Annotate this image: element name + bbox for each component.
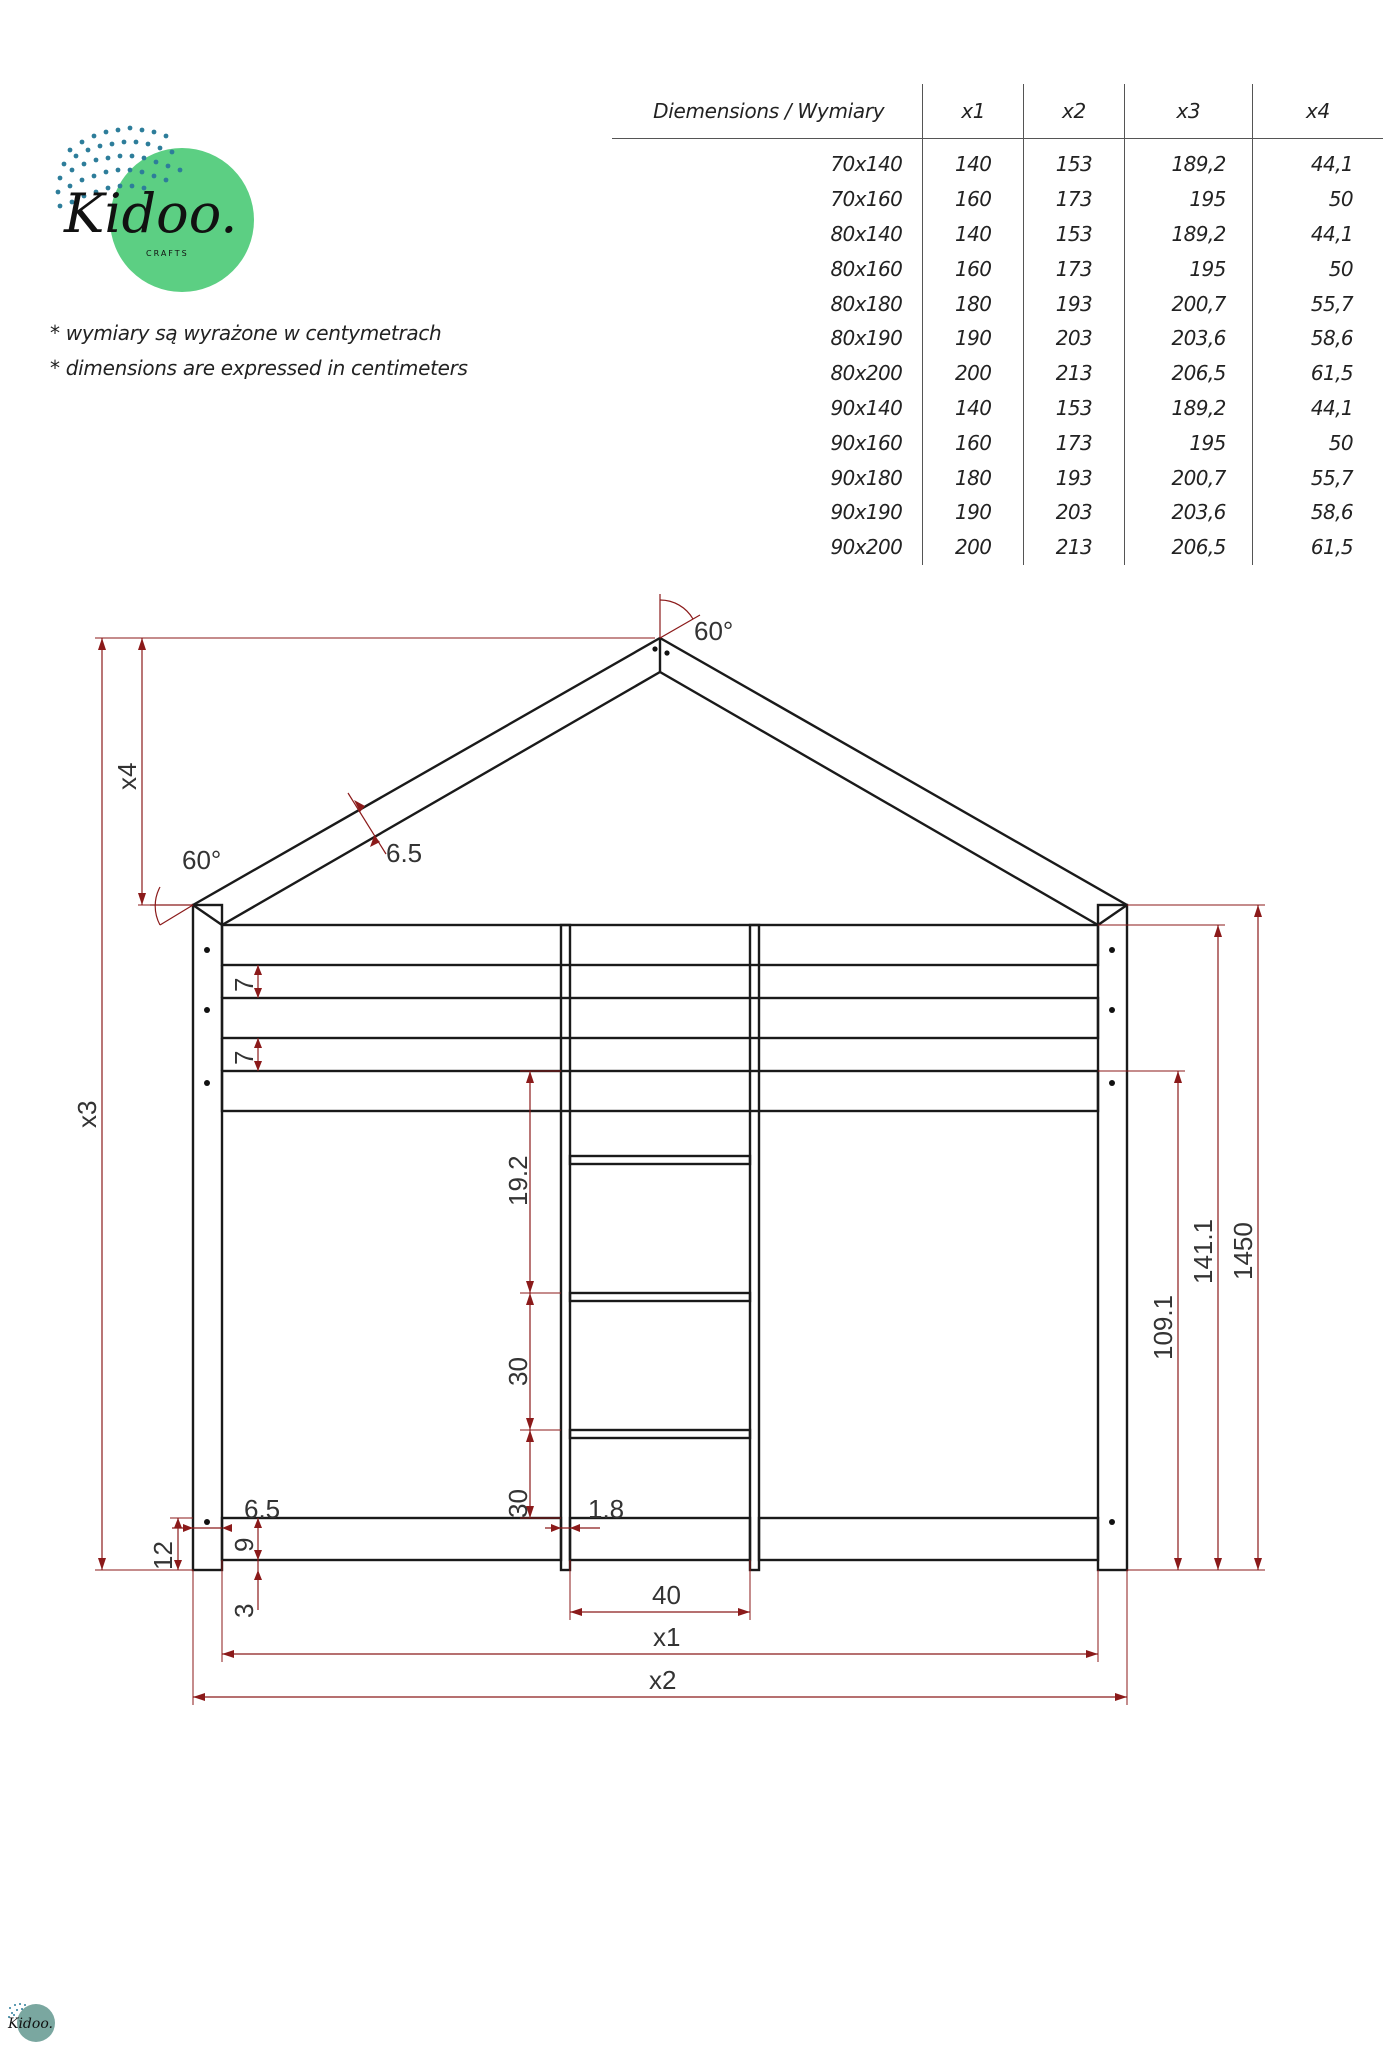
cell-size: 90x200 (830, 535, 903, 560)
cell-x2: 203 (1024, 495, 1125, 530)
cell-x3: 206,5 (1124, 530, 1252, 565)
label-ladder-top: 19.2 (503, 1155, 533, 1206)
cell-x1: 160 (923, 425, 1024, 460)
cell-size: 70x140 (830, 152, 903, 177)
header-x1: x1 (923, 84, 1024, 139)
cell-x4: 55,7 (1252, 286, 1383, 321)
cell-size: 90x160 (830, 430, 903, 455)
cell-x2: 173 (1024, 251, 1125, 286)
label-x4: x4 (112, 762, 142, 790)
cell-x4: 61,5 (1252, 356, 1383, 391)
cell-x3: 189,2 (1124, 139, 1252, 182)
cell-x4: 55,7 (1252, 460, 1383, 495)
cell-x3: 203,6 (1124, 495, 1252, 530)
dimensions (95, 594, 1265, 1705)
label-ladder-width: 40 (652, 1580, 681, 1610)
cell-size: 70x160 (830, 187, 903, 212)
label-bottom-9: 9 (229, 1537, 259, 1552)
cell-size: 80x140 (830, 221, 903, 246)
cell-x4: 50 (1252, 251, 1383, 286)
cell-size: 80x160 (830, 256, 903, 281)
cell-x1: 160 (923, 182, 1024, 217)
ladder (561, 925, 759, 1570)
label-ladder-bottom: 30 (503, 1489, 533, 1518)
label-roof-thickness: 6.5 (386, 838, 423, 868)
label-angle-top: 60° (694, 616, 734, 646)
cell-x2: 153 (1024, 391, 1125, 426)
cell-x1: 180 (923, 286, 1024, 321)
label-angle-left: 60° (182, 845, 222, 875)
label-h-141: 141.1 (1188, 1218, 1218, 1284)
roof (193, 638, 1127, 925)
note-polish: * wymiary są wyrażone w centymetrach (50, 321, 442, 345)
cell-x1: 140 (923, 217, 1024, 252)
cell-x2: 213 (1024, 530, 1125, 565)
cell-x1: 200 (923, 356, 1024, 391)
cell-size: 80x180 (830, 291, 903, 316)
label-h-1450: 1450 (1228, 1222, 1258, 1280)
top-slats (222, 925, 1098, 1111)
cell-x2: 193 (1024, 286, 1125, 321)
header-x4: x4 (1252, 84, 1383, 139)
cell-x4: 58,6 (1252, 495, 1383, 530)
cell-x2: 173 (1024, 425, 1125, 460)
logo-wordmark: Kidoo. (64, 182, 238, 245)
cell-x3: 206,5 (1124, 356, 1252, 391)
cell-x3: 189,2 (1124, 217, 1252, 252)
cell-x2: 153 (1024, 217, 1125, 252)
cell-x4: 44,1 (1252, 391, 1383, 426)
label-post-width: 6.5 (244, 1494, 281, 1524)
label-bottom-3: 3 (229, 1603, 259, 1618)
label-x1: x1 (653, 1622, 681, 1652)
cell-size: 90x190 (830, 500, 903, 525)
label-x2: x2 (649, 1665, 677, 1695)
cell-x1: 190 (923, 321, 1024, 356)
cell-x2: 173 (1024, 182, 1125, 217)
label-x3: x3 (72, 1100, 102, 1128)
cell-x1: 140 (923, 139, 1024, 182)
label-ladder-mid: 30 (503, 1357, 533, 1386)
cell-x1: 140 (923, 391, 1024, 426)
label-slat-gap-2: 7 (229, 1050, 259, 1065)
header-x3: x3 (1124, 84, 1252, 139)
logo-small-wordmark: Kidoo. (8, 2016, 53, 2032)
label-bottom-12: 12 (148, 1541, 178, 1570)
cell-x3: 195 (1124, 251, 1252, 286)
cell-x2: 213 (1024, 356, 1125, 391)
header-x2: x2 (1024, 84, 1125, 139)
cell-x1: 180 (923, 460, 1024, 495)
cell-x4: 50 (1252, 182, 1383, 217)
cell-size: 80x190 (830, 326, 903, 351)
cell-x3: 203,6 (1124, 321, 1252, 356)
posts (193, 905, 1127, 1570)
cell-size: 90x180 (830, 465, 903, 490)
cell-size: 90x140 (830, 395, 903, 420)
header-dimensions: Diemensions / Wymiary (612, 84, 923, 139)
cell-x1: 200 (923, 530, 1024, 565)
cell-x2: 153 (1024, 139, 1125, 182)
cell-x3: 195 (1124, 182, 1252, 217)
cell-x3: 195 (1124, 425, 1252, 460)
cell-x3: 200,7 (1124, 286, 1252, 321)
cell-x2: 193 (1024, 460, 1125, 495)
bottom-rail (222, 1518, 1098, 1560)
note-english: * dimensions are expressed in centimeters (50, 356, 468, 380)
cell-size: 80x200 (830, 361, 903, 386)
label-ladder-rail: 1.8 (588, 1494, 625, 1524)
cell-x4: 58,6 (1252, 321, 1383, 356)
cell-x4: 50 (1252, 425, 1383, 460)
label-h-109: 109.1 (1148, 1294, 1178, 1360)
cell-x4: 61,5 (1252, 530, 1383, 565)
label-slat-gap-1: 7 (229, 977, 259, 992)
cell-x4: 44,1 (1252, 217, 1383, 252)
cell-x1: 190 (923, 495, 1024, 530)
cell-x3: 200,7 (1124, 460, 1252, 495)
cell-x2: 203 (1024, 321, 1125, 356)
cell-x1: 160 (923, 251, 1024, 286)
cell-x4: 44,1 (1252, 139, 1383, 182)
logo-tagline: CRAFTS (146, 249, 189, 258)
cell-x3: 189,2 (1124, 391, 1252, 426)
